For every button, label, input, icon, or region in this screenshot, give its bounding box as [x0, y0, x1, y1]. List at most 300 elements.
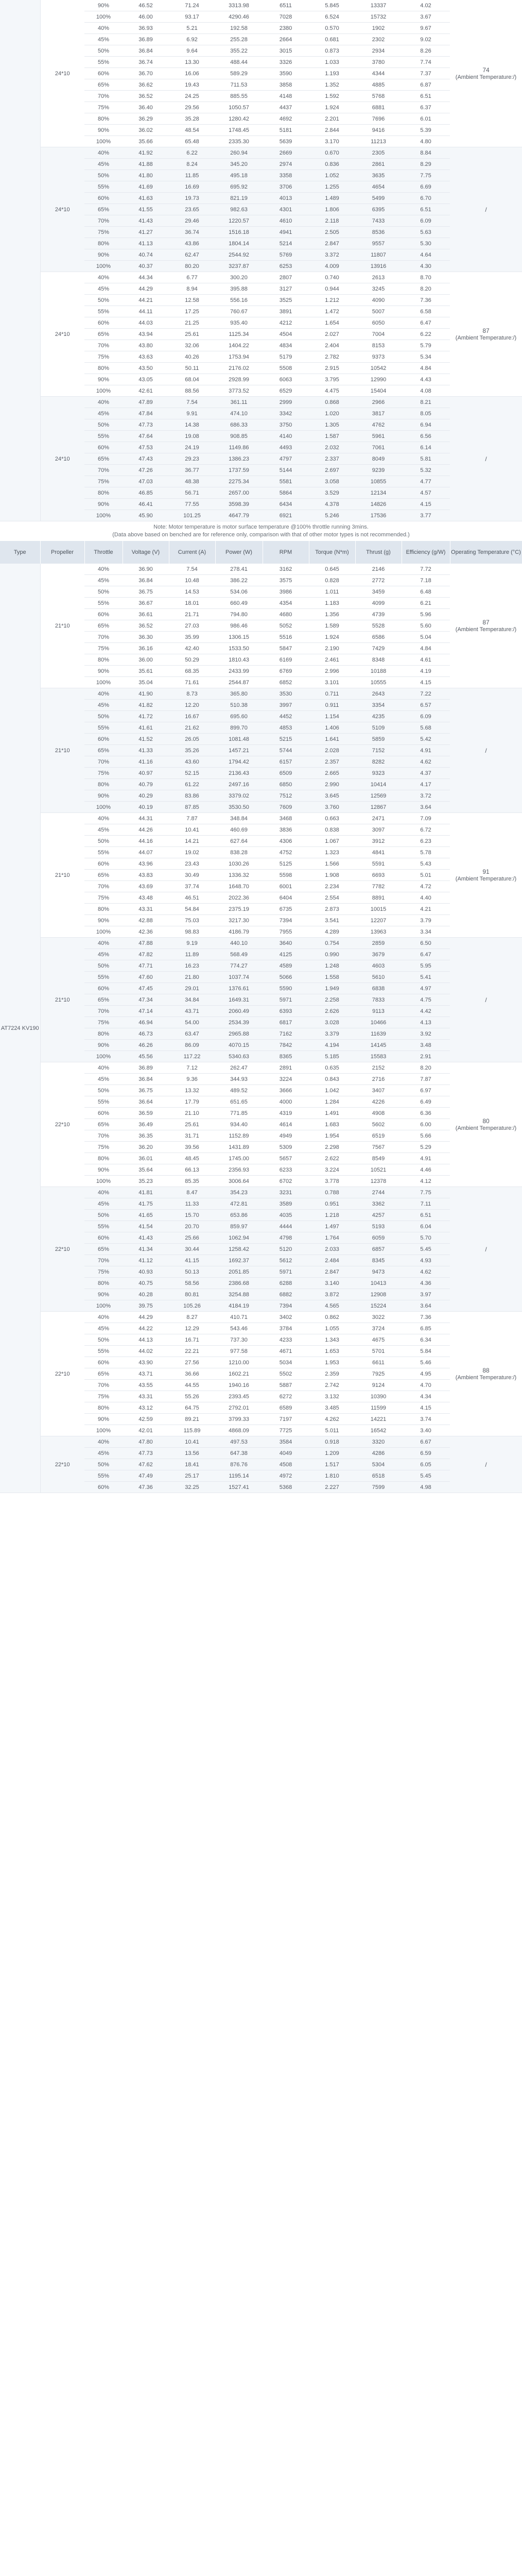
- data-cell: 60%: [84, 68, 123, 79]
- data-cell: 44.03: [123, 317, 169, 329]
- data-cell: 5193: [355, 1221, 402, 1232]
- data-cell: 6518: [355, 1470, 402, 1482]
- data-cell: 4186.79: [215, 926, 263, 938]
- data-cell: 46.85: [123, 487, 169, 499]
- data-cell: 1.323: [309, 847, 355, 858]
- data-cell: 262.47: [215, 1062, 263, 1074]
- data-cell: 80%: [84, 654, 123, 666]
- data-cell: 44.26: [123, 824, 169, 836]
- data-cell: 2146: [355, 564, 402, 575]
- data-cell: 3.541: [309, 915, 355, 926]
- data-cell: 3598.39: [215, 499, 263, 510]
- data-cell: 3986: [263, 586, 309, 598]
- data-cell: 6.37: [402, 102, 450, 113]
- data-cell: 36.75: [123, 1085, 169, 1096]
- data-cell: 2.844: [309, 125, 355, 136]
- data-cell: 4853: [263, 722, 309, 734]
- data-cell: 1.209: [309, 1448, 355, 1459]
- data-cell: 37.74: [169, 881, 215, 892]
- data-cell: 65%: [84, 453, 123, 465]
- data-cell: 4.42: [402, 1006, 450, 1017]
- data-cell: 55%: [84, 181, 123, 193]
- data-cell: 3.645: [309, 790, 355, 802]
- header-cell: Torque (N*m): [309, 541, 355, 564]
- data-cell: 50.11: [169, 363, 215, 374]
- data-cell: 6.524: [309, 11, 355, 23]
- data-cell: 47.89: [123, 397, 169, 408]
- data-cell: 5340.63: [215, 1051, 263, 1062]
- data-cell: 5.45: [402, 1244, 450, 1255]
- data-cell: 1.248: [309, 960, 355, 972]
- data-cell: 55%: [84, 847, 123, 858]
- data-cell: 36.52: [123, 620, 169, 632]
- data-cell: 6.87: [402, 79, 450, 91]
- data-cell: 4798: [263, 1232, 309, 1244]
- data-cell: 4000: [263, 1096, 309, 1108]
- data-cell: 4654: [355, 181, 402, 193]
- propeller-cell: 22*10: [40, 1187, 84, 1312]
- data-cell: 10414: [355, 779, 402, 790]
- test-table-bottom: [0, 541, 522, 1493]
- data-cell: 5.41: [402, 972, 450, 983]
- data-cell: 821.19: [215, 193, 263, 204]
- data-cell: 3015: [263, 45, 309, 57]
- data-cell: 2.505: [309, 227, 355, 238]
- data-cell: 6.70: [402, 193, 450, 204]
- data-cell: 29.23: [169, 453, 215, 465]
- data-cell: 6393: [263, 1006, 309, 1017]
- header-cell: Voltage (V): [123, 541, 169, 564]
- data-cell: 5179: [263, 351, 309, 363]
- data-cell: 42.36: [123, 926, 169, 938]
- data-cell: 55%: [84, 1221, 123, 1232]
- operating-temp-cell: [450, 564, 522, 688]
- data-cell: 5007: [355, 306, 402, 317]
- operating-temp-value: /: [485, 206, 487, 213]
- data-cell: 3.140: [309, 1278, 355, 1289]
- data-cell: 45%: [84, 408, 123, 419]
- data-cell: 5125: [263, 858, 309, 870]
- data-cell: 54.84: [169, 904, 215, 915]
- data-cell: 4762: [355, 419, 402, 431]
- data-cell: 8.94: [169, 283, 215, 295]
- operating-temp-cell: [450, 1312, 522, 1436]
- data-cell: 47.64: [123, 431, 169, 442]
- data-cell: 651.65: [215, 1096, 263, 1108]
- data-cell: 31.71: [169, 1130, 215, 1142]
- data-cell: 5120: [263, 1244, 309, 1255]
- data-cell: 7925: [355, 1368, 402, 1380]
- data-cell: 46.94: [123, 1017, 169, 1028]
- operating-temp-cell: [450, 0, 522, 147]
- data-cell: 4319: [263, 1108, 309, 1119]
- data-cell: 3891: [263, 306, 309, 317]
- data-cell: 0.951: [309, 1198, 355, 1210]
- data-cell: 105.26: [169, 1300, 215, 1312]
- data-cell: 3799.33: [215, 1414, 263, 1425]
- data-cell: 55%: [84, 722, 123, 734]
- data-cell: 5610: [355, 972, 402, 983]
- data-cell: 7004: [355, 329, 402, 340]
- data-cell: 6.04: [402, 1221, 450, 1232]
- data-cell: 4.13: [402, 1017, 450, 1028]
- data-cell: 5528: [355, 620, 402, 632]
- data-cell: 30.49: [169, 870, 215, 881]
- data-cell: 192.58: [215, 23, 263, 34]
- data-cell: 4184.19: [215, 1300, 263, 1312]
- data-cell: 2471: [355, 813, 402, 824]
- data-cell: 3706: [263, 181, 309, 193]
- data-cell: 7512: [263, 790, 309, 802]
- data-cell: 935.40: [215, 317, 263, 329]
- data-cell: 4508: [263, 1459, 309, 1470]
- data-cell: 4680: [263, 609, 309, 620]
- data-cell: 60%: [84, 193, 123, 204]
- data-cell: 6.92: [169, 34, 215, 45]
- data-cell: 1.653: [309, 1346, 355, 1357]
- data-cell: 21.10: [169, 1108, 215, 1119]
- note-row: [0, 521, 522, 541]
- data-cell: 1902: [355, 23, 402, 34]
- data-cell: 1.592: [309, 91, 355, 102]
- header-cell: Current (A): [169, 541, 215, 564]
- data-cell: 80%: [84, 487, 123, 499]
- data-cell: 4.289: [309, 926, 355, 938]
- data-cell: 80%: [84, 238, 123, 249]
- data-cell: 6001: [263, 881, 309, 892]
- data-cell: 30.44: [169, 1244, 215, 1255]
- data-cell: 556.16: [215, 295, 263, 306]
- data-cell: 100%: [84, 1051, 123, 1062]
- table-row: [0, 1312, 522, 1323]
- data-cell: 3231: [263, 1187, 309, 1198]
- propeller-cell: 22*10: [40, 1312, 84, 1436]
- data-cell: 5.66: [402, 1130, 450, 1142]
- data-cell: 6586: [355, 632, 402, 643]
- data-cell: 771.85: [215, 1108, 263, 1119]
- data-cell: 5769: [263, 249, 309, 261]
- data-cell: 4148: [263, 91, 309, 102]
- data-cell: 2928.99: [215, 374, 263, 385]
- data-cell: 8.84: [402, 147, 450, 159]
- data-cell: 2.782: [309, 351, 355, 363]
- data-cell: 43.94: [123, 329, 169, 340]
- data-cell: 6.51: [402, 204, 450, 215]
- data-cell: 36.02: [123, 125, 169, 136]
- data-cell: 63.47: [169, 1028, 215, 1040]
- data-cell: 35.28: [169, 113, 215, 125]
- data-cell: 16.67: [169, 711, 215, 722]
- propeller-cell: 24*10: [40, 0, 84, 147]
- data-cell: 45.56: [123, 1051, 169, 1062]
- data-cell: 899.70: [215, 722, 263, 734]
- data-cell: 4.19: [402, 666, 450, 677]
- data-cell: 4.21: [402, 904, 450, 915]
- data-cell: 737.30: [215, 1334, 263, 1346]
- data-cell: 44.02: [123, 1346, 169, 1357]
- data-cell: 25.66: [169, 1232, 215, 1244]
- data-cell: 2669: [263, 147, 309, 159]
- data-cell: 12908: [355, 1289, 402, 1300]
- data-cell: 55%: [84, 57, 123, 68]
- data-cell: 2.359: [309, 1368, 355, 1380]
- data-cell: 47.82: [123, 949, 169, 960]
- operating-temp-value: /: [485, 455, 487, 463]
- data-cell: 495.18: [215, 170, 263, 181]
- data-cell: 47.71: [123, 960, 169, 972]
- data-cell: 7833: [355, 994, 402, 1006]
- data-cell: 488.44: [215, 57, 263, 68]
- data-cell: 5502: [263, 1368, 309, 1380]
- data-cell: 11639: [355, 1028, 402, 1040]
- data-cell: 32.25: [169, 1482, 215, 1493]
- data-cell: 5.32: [402, 465, 450, 476]
- data-cell: 80%: [84, 1028, 123, 1040]
- operating-temp-value: 88: [482, 1366, 490, 1374]
- data-cell: 43.86: [169, 238, 215, 249]
- data-cell: 64.75: [169, 1402, 215, 1414]
- data-cell: 3326: [263, 57, 309, 68]
- data-cell: 36.84: [123, 45, 169, 57]
- data-cell: 4344: [355, 68, 402, 79]
- data-cell: 5.42: [402, 734, 450, 745]
- data-cell: 6233: [263, 1164, 309, 1176]
- data-cell: 361.11: [215, 397, 263, 408]
- data-cell: 46.26: [123, 1040, 169, 1051]
- data-cell: 7.74: [402, 57, 450, 68]
- data-cell: 41.52: [123, 734, 169, 745]
- data-cell: 6511: [263, 0, 309, 11]
- data-cell: 4.61: [402, 654, 450, 666]
- data-cell: 9.02: [402, 34, 450, 45]
- data-cell: 44.34: [123, 272, 169, 283]
- data-cell: 2356.93: [215, 1164, 263, 1176]
- data-cell: 3.485: [309, 1402, 355, 1414]
- data-cell: 7.75: [402, 1187, 450, 1198]
- data-cell: 4.08: [402, 385, 450, 397]
- data-cell: 489.52: [215, 1085, 263, 1096]
- data-cell: 1516.18: [215, 227, 263, 238]
- table-row: [0, 147, 522, 159]
- note-block: [0, 521, 522, 541]
- data-cell: 653.86: [215, 1210, 263, 1221]
- data-cell: 17.25: [169, 306, 215, 317]
- data-cell: 6050: [355, 317, 402, 329]
- data-cell: 70%: [84, 215, 123, 227]
- data-cell: 50.29: [169, 654, 215, 666]
- data-cell: 1753.94: [215, 351, 263, 363]
- data-cell: 43.71: [123, 1368, 169, 1380]
- data-cell: 85.35: [169, 1176, 215, 1187]
- data-cell: 36.35: [123, 1130, 169, 1142]
- data-cell: 859.97: [215, 1221, 263, 1232]
- data-cell: 45%: [84, 159, 123, 170]
- data-cell: 47.34: [123, 994, 169, 1006]
- data-cell: 5144: [263, 465, 309, 476]
- data-cell: 3097: [355, 824, 402, 836]
- data-cell: 0.754: [309, 938, 355, 949]
- data-cell: 6.00: [402, 1119, 450, 1130]
- data-cell: 4.72: [402, 881, 450, 892]
- data-cell: 2664: [263, 34, 309, 45]
- data-cell: 3817: [355, 408, 402, 419]
- data-cell: 6611: [355, 1357, 402, 1368]
- data-cell: 65%: [84, 204, 123, 215]
- data-cell: 3313.98: [215, 0, 263, 11]
- data-cell: 41.16: [123, 756, 169, 768]
- data-cell: 86.09: [169, 1040, 215, 1051]
- data-cell: 3.058: [309, 476, 355, 487]
- data-cell: 344.93: [215, 1074, 263, 1085]
- data-cell: 55%: [84, 1470, 123, 1482]
- data-cell: 6.69: [402, 181, 450, 193]
- data-cell: 41.80: [123, 170, 169, 181]
- data-cell: 89.21: [169, 1414, 215, 1425]
- data-cell: 70%: [84, 1380, 123, 1391]
- data-cell: 15732: [355, 11, 402, 23]
- data-cell: 5.79: [402, 340, 450, 351]
- data-cell: 4603: [355, 960, 402, 972]
- data-cell: 1050.57: [215, 102, 263, 113]
- data-cell: 2.201: [309, 113, 355, 125]
- data-cell: 45%: [84, 1448, 123, 1459]
- data-cell: 36.70: [123, 68, 169, 79]
- data-cell: 6.22: [402, 329, 450, 340]
- data-cell: 4125: [263, 949, 309, 960]
- data-cell: 40.26: [169, 351, 215, 363]
- data-cell: 2891: [263, 1062, 309, 1074]
- data-cell: 3589: [263, 1198, 309, 1210]
- data-cell: 6881: [355, 102, 402, 113]
- header-cell: Efficiency (g/W): [402, 541, 450, 564]
- data-cell: 36.75: [123, 586, 169, 598]
- table-row: [0, 1062, 522, 1074]
- data-cell: 43.80: [123, 340, 169, 351]
- data-cell: 348.84: [215, 813, 263, 824]
- data-cell: 13963: [355, 926, 402, 938]
- data-cell: 6509: [263, 768, 309, 779]
- data-cell: 2.404: [309, 340, 355, 351]
- data-cell: 75%: [84, 1017, 123, 1028]
- data-cell: 4493: [263, 442, 309, 453]
- data-cell: 90%: [84, 1164, 123, 1176]
- data-cell: 21.80: [169, 972, 215, 983]
- data-cell: 43.96: [123, 858, 169, 870]
- data-cell: 2999: [263, 397, 309, 408]
- data-cell: 8.20: [402, 1062, 450, 1074]
- data-cell: 43.31: [123, 1391, 169, 1402]
- data-cell: 58.56: [169, 1278, 215, 1289]
- data-cell: 4.12: [402, 1176, 450, 1187]
- data-cell: 2861: [355, 159, 402, 170]
- operating-temp-cell: [450, 1436, 522, 1493]
- data-cell: 4.70: [402, 1380, 450, 1391]
- data-cell: 93.17: [169, 11, 215, 23]
- data-cell: 5887: [263, 1380, 309, 1391]
- data-cell: 7.87: [169, 813, 215, 824]
- data-cell: 5971: [263, 1266, 309, 1278]
- data-cell: 100%: [84, 802, 123, 813]
- data-cell: 2657.00: [215, 487, 263, 499]
- data-cell: 1149.86: [215, 442, 263, 453]
- data-cell: 2305: [355, 147, 402, 159]
- data-cell: 6.34: [402, 1334, 450, 1346]
- data-cell: 90%: [84, 125, 123, 136]
- data-cell: 75%: [84, 1266, 123, 1278]
- data-cell: 6850: [263, 779, 309, 790]
- data-cell: 1745.00: [215, 1153, 263, 1164]
- data-cell: 1.020: [309, 408, 355, 419]
- data-cell: 474.10: [215, 408, 263, 419]
- data-cell: 3.372: [309, 249, 355, 261]
- data-cell: 1.183: [309, 598, 355, 609]
- data-cell: 5.29: [402, 1142, 450, 1153]
- data-cell: 47.43: [123, 453, 169, 465]
- data-cell: 3.101: [309, 677, 355, 688]
- data-cell: 100%: [84, 11, 123, 23]
- data-cell: 1940.16: [215, 1380, 263, 1391]
- data-cell: 36.67: [123, 598, 169, 609]
- data-cell: 7.36: [402, 1312, 450, 1323]
- data-cell: 8049: [355, 453, 402, 465]
- data-cell: 35.04: [123, 677, 169, 688]
- data-cell: 4257: [355, 1210, 402, 1221]
- data-cell: 3.40: [402, 1425, 450, 1436]
- data-cell: 627.64: [215, 836, 263, 847]
- data-cell: 3530: [263, 688, 309, 700]
- data-cell: 589.29: [215, 68, 263, 79]
- data-cell: 41.34: [123, 1244, 169, 1255]
- data-cell: 66.13: [169, 1164, 215, 1176]
- data-cell: 534.06: [215, 586, 263, 598]
- data-cell: 2393.45: [215, 1391, 263, 1402]
- data-cell: 10555: [355, 677, 402, 688]
- data-cell: 3006.64: [215, 1176, 263, 1187]
- data-cell: 27.56: [169, 1357, 215, 1368]
- data-cell: 50%: [84, 586, 123, 598]
- data-cell: 4.62: [402, 756, 450, 768]
- data-cell: 45%: [84, 700, 123, 711]
- data-cell: 0.862: [309, 1312, 355, 1323]
- data-cell: 6.67: [402, 1436, 450, 1448]
- data-cell: 44.29: [123, 283, 169, 295]
- data-cell: 2152: [355, 1062, 402, 1074]
- data-cell: 6.47: [402, 949, 450, 960]
- data-cell: 43.83: [123, 870, 169, 881]
- data-cell: 1.067: [309, 836, 355, 847]
- data-cell: 5.60: [402, 620, 450, 632]
- data-cell: 6059: [355, 1232, 402, 1244]
- data-cell: 12134: [355, 487, 402, 499]
- data-cell: 5.185: [309, 1051, 355, 1062]
- data-cell: 6169: [263, 654, 309, 666]
- data-cell: 100%: [84, 926, 123, 938]
- data-cell: 6.36: [402, 1108, 450, 1119]
- data-cell: 3.028: [309, 1017, 355, 1028]
- data-cell: 0.944: [309, 283, 355, 295]
- data-cell: 2643: [355, 688, 402, 700]
- data-cell: 2.227: [309, 1482, 355, 1493]
- data-cell: 35.23: [123, 1176, 169, 1187]
- data-cell: 50%: [84, 419, 123, 431]
- data-cell: 75%: [84, 351, 123, 363]
- data-cell: 41.65: [123, 1210, 169, 1221]
- data-cell: 4908: [355, 1108, 402, 1119]
- data-cell: 543.46: [215, 1323, 263, 1334]
- data-cell: 27.03: [169, 620, 215, 632]
- data-cell: 12207: [355, 915, 402, 926]
- operating-temp-value: 87: [482, 327, 490, 334]
